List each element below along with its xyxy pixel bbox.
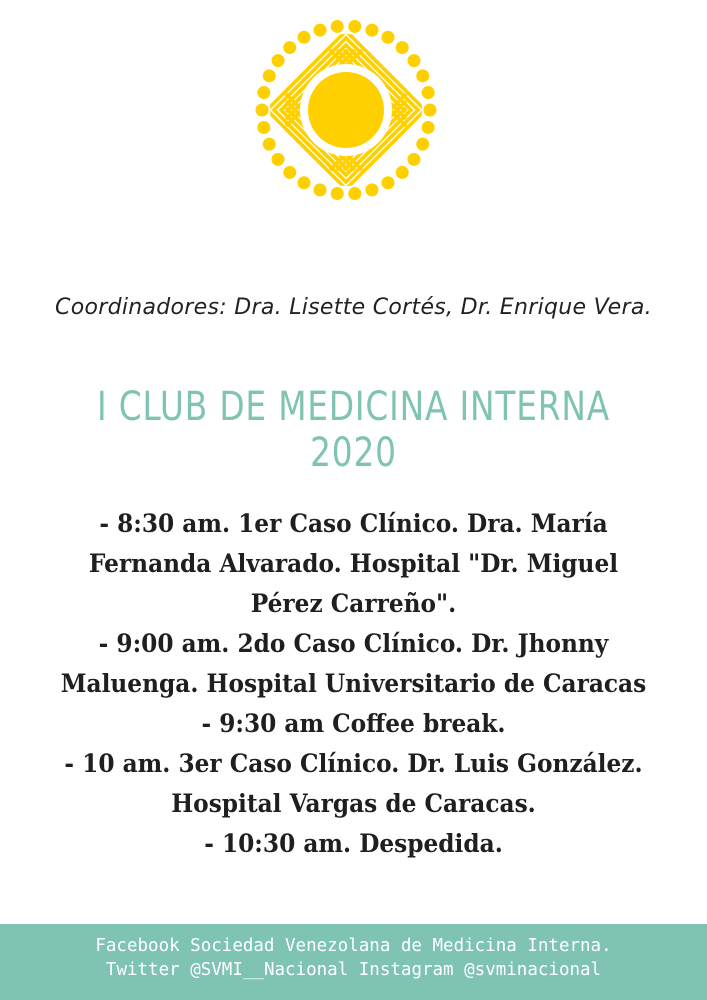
logo-dot bbox=[382, 31, 395, 44]
logo-dot bbox=[314, 24, 327, 37]
schedule-line: - 10:30 am. Despedida. bbox=[204, 829, 503, 858]
logo-dot bbox=[257, 121, 270, 134]
schedule-line: Maluenga. Hospital Universitario de Caracas bbox=[60, 669, 647, 698]
logo-dot bbox=[407, 54, 420, 67]
schedule-line: - 9:30 am Coffee break. bbox=[201, 709, 506, 738]
logo-dot bbox=[348, 20, 361, 33]
logo-dot bbox=[331, 20, 344, 33]
logo-dot bbox=[256, 104, 269, 117]
logo-dot bbox=[283, 41, 296, 54]
logo-dot bbox=[283, 166, 296, 179]
footer-facebook: Facebook Sociedad Venezolana de Medicina Interna. bbox=[95, 936, 612, 956]
logo-dot bbox=[263, 69, 276, 82]
social-footer bbox=[0, 924, 707, 1000]
logo-dot bbox=[422, 86, 435, 99]
schedule-line: Fernanda Alvarado. Hospital "Dr. Miguel bbox=[88, 549, 619, 578]
logo-dot bbox=[365, 24, 378, 37]
logo-dot bbox=[314, 183, 327, 196]
schedule-list bbox=[10, 504, 697, 864]
logo-dot bbox=[365, 183, 378, 196]
logo-dot bbox=[298, 176, 311, 189]
schedule-line: - 9:00 am. 2do Caso Clínico. Dr. Jhonny bbox=[98, 629, 609, 658]
schedule-line: - 8:30 am. 1er Caso Clínico. Dra. María bbox=[99, 509, 608, 538]
page-title: I CLUB DE MEDICINA INTERNA 2020 bbox=[97, 384, 610, 476]
logo-center bbox=[308, 72, 384, 148]
logo-dot bbox=[396, 166, 409, 179]
logo-dot bbox=[424, 104, 437, 117]
logo-dot bbox=[396, 41, 409, 54]
logo-dot bbox=[416, 69, 429, 82]
logo-dot bbox=[257, 86, 270, 99]
logo-dot bbox=[407, 153, 420, 166]
footer-twitter-instagram: Twitter @SVMI__Nacional Instagram @svminacional bbox=[105, 960, 602, 980]
logo-dot bbox=[422, 121, 435, 134]
coordinators-text: Coordinadores: Dra. Lisette Cortés, Dr. Enrique Vera. bbox=[55, 295, 652, 320]
logo-dot bbox=[272, 153, 285, 166]
schedule-line: Hospital Vargas de Caracas. bbox=[171, 789, 536, 818]
logo-dot bbox=[272, 54, 285, 67]
logo-dot bbox=[331, 187, 344, 200]
schedule-line: Pérez Carreño". bbox=[250, 589, 457, 618]
logo-dot bbox=[416, 138, 429, 151]
schedule-line: - 10 am. 3er Caso Clínico. Dr. Luis González. bbox=[64, 749, 643, 778]
sun-logo-icon bbox=[250, 14, 442, 206]
sun-logo-graphic bbox=[250, 14, 442, 206]
logo-dot bbox=[298, 31, 311, 44]
logo-dot bbox=[382, 176, 395, 189]
logo-dot bbox=[263, 138, 276, 151]
logo-dot bbox=[348, 187, 361, 200]
